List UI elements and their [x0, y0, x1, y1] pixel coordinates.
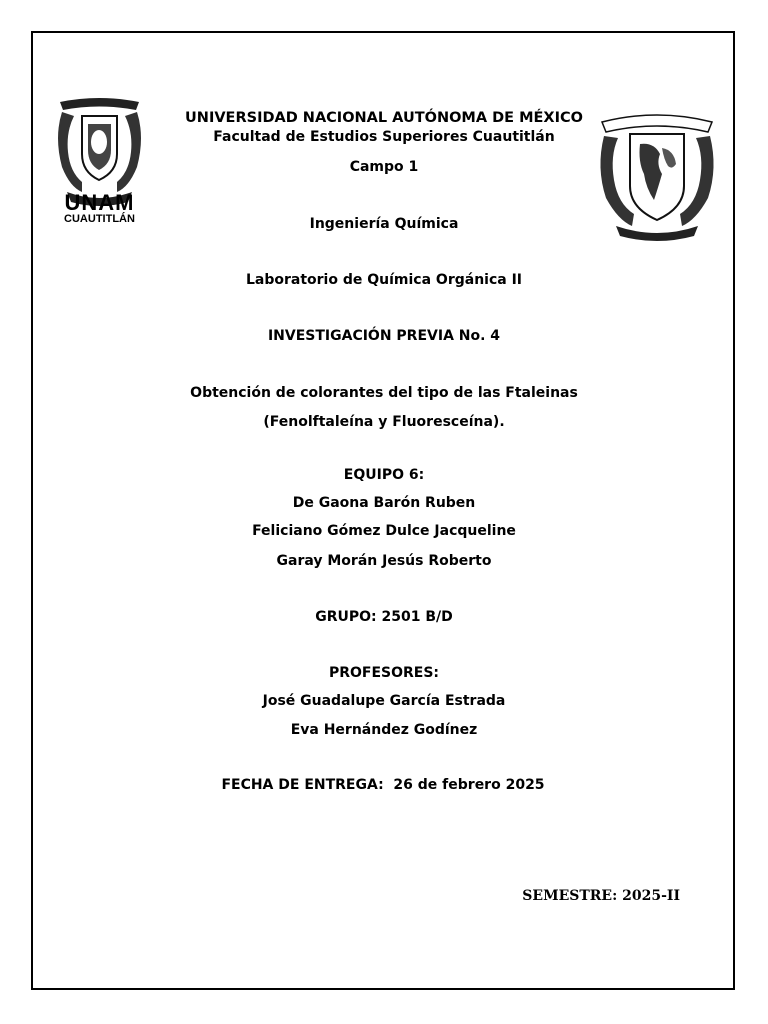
unam-wordmark: UNAM	[64, 190, 135, 215]
title-line-2: (Fenolftaleína y Fluoresceína).	[263, 414, 505, 430]
faculty-name: Facultad de Estudios Superiores Cuautitlán	[213, 129, 555, 145]
delivery-date: FECHA DE ENTREGA: 26 de febrero 2025	[221, 777, 545, 793]
cuautitlan-wordmark: CUAUTITLÁN	[64, 213, 135, 225]
document-type: INVESTIGACIÓN PREVIA No. 4	[267, 328, 501, 344]
semester-label: SEMESTRE: 2025-II	[522, 888, 680, 904]
laboratory-name: Laboratorio de Química Orgánica II	[245, 272, 522, 288]
career-name: Ingeniería Química	[309, 216, 459, 232]
title-line-1: Obtención de colorantes del tipo de las Ftaleinas	[190, 385, 578, 401]
professor-name: José Guadalupe García Estrada	[262, 693, 506, 709]
professors-label: PROFESORES:	[328, 665, 440, 681]
campus-name: Campo 1	[349, 159, 419, 175]
professor-name: Eva Hernández Godínez	[290, 722, 478, 738]
university-name: UNIVERSIDAD NACIONAL AUTÓNOMA DE MÉXICO	[185, 110, 583, 126]
group-label: GRUPO: 2501 B/D	[315, 609, 453, 625]
team-member: Feliciano Gómez Dulce Jacqueline	[252, 523, 516, 539]
team-member: Garay Morán Jesús Roberto	[276, 553, 492, 569]
team-member: De Gaona Barón Ruben	[292, 495, 476, 511]
team-label: EQUIPO 6:	[343, 467, 425, 483]
